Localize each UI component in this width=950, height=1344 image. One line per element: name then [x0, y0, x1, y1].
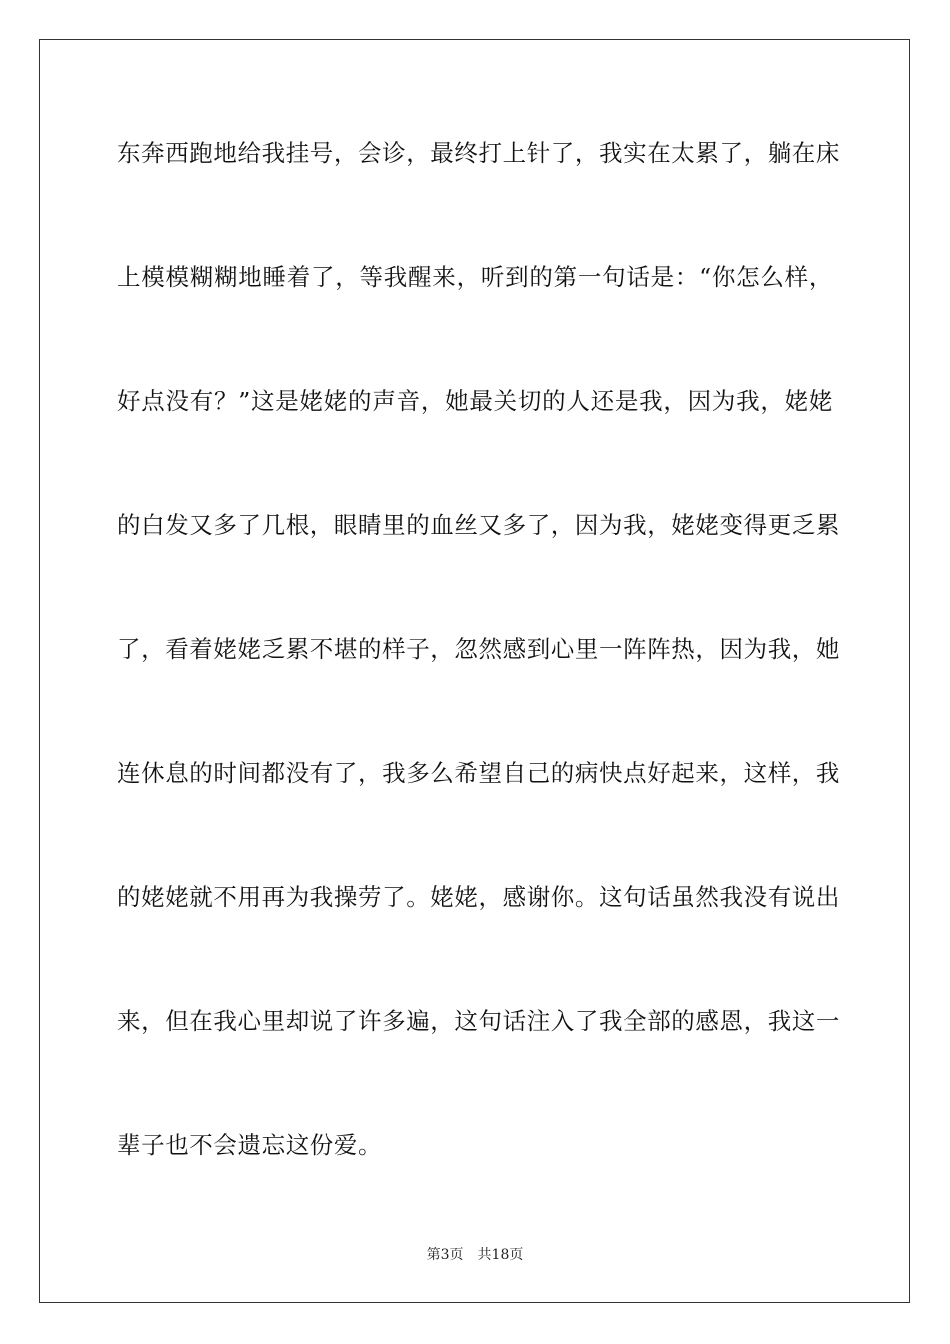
text-line: 上模模糊糊地睡着了，等我醒来，听到的第一句话是：“你怎么样， [117, 263, 833, 291]
text-line: 了，看着姥姥乏累不堪的样子，忽然感到心里一阵阵热，因为我，她 [117, 635, 840, 663]
document-body [117, 133, 840, 1249]
text-line: 的姥姥就不用再为我操劳了。姥姥，感谢你。这句话虽然我没有说出 [117, 883, 840, 911]
text-line: 辈子也不会遗忘这份爱。 [117, 1131, 383, 1159]
text-line: 连休息的时间都没有了，我多么希望自己的病快点好起来，这样，我 [117, 759, 840, 787]
text-line: 好点没有？”这是姥姥的声音，她最关切的人还是我，因为我，姥姥 [117, 387, 833, 415]
text-line: 东奔西跑地给我挂号，会诊，最终打上针了，我实在太累了，躺在床 [117, 139, 840, 167]
page-number: 第3页 [426, 1247, 464, 1263]
text-line: 来，但在我心里却说了许多遍，这句话注入了我全部的感恩，我这一 [117, 1007, 840, 1035]
page-footer [0, 1245, 950, 1265]
page-total: 共18页 [477, 1247, 524, 1263]
text-line: 的白发又多了几根，眼睛里的血丝又多了，因为我，姥姥变得更乏累 [117, 511, 840, 539]
